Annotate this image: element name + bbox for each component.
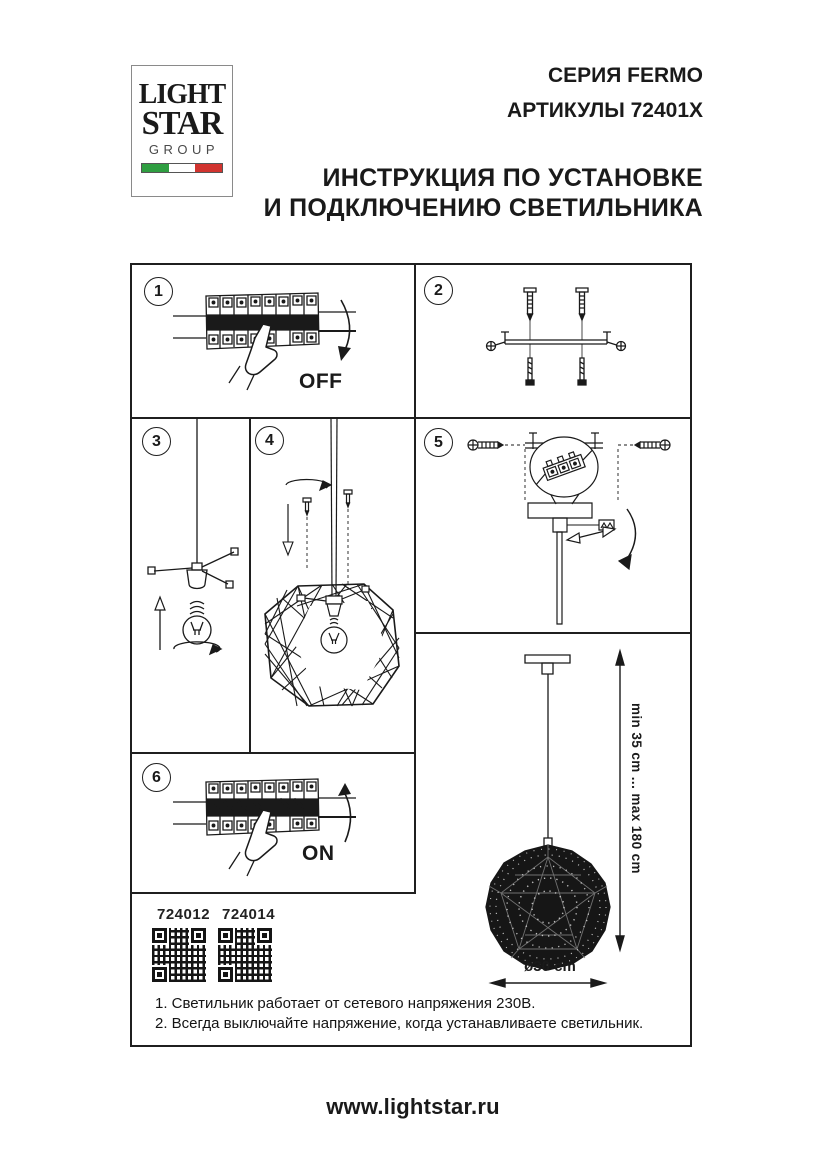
pendant-lamp-drawing (455, 645, 690, 990)
frame-right-border (690, 263, 692, 1047)
step-3-badge: 3 (142, 427, 171, 456)
light-bulb (183, 602, 211, 645)
bulb-holder (148, 548, 238, 589)
note-2: 2. Всегда выключайте напряжение, когда устанавливаете светильник. (155, 1015, 644, 1032)
step-1-badge: 1 (144, 277, 173, 306)
step-5-badge: 5 (424, 428, 453, 457)
cord-line-b (336, 418, 337, 596)
ceiling-plate (525, 655, 570, 663)
frame-top-border (130, 263, 692, 265)
plate-neck (542, 663, 553, 674)
step-2-badge: 2 (424, 276, 453, 305)
side-screw-right (607, 342, 626, 351)
arrow-down-curved (341, 300, 350, 350)
wall-anchor-right (576, 288, 588, 320)
frame-left-border (130, 263, 132, 1047)
articles-title: АРТИКУЛЫ 72401X (507, 99, 703, 122)
side-screw-left (487, 342, 506, 351)
divider-step5-lamp (414, 632, 692, 634)
divider-step34-6 (130, 752, 416, 754)
logo-word-star: STAR (141, 105, 223, 142)
note-1: 1. Светильник работает от сетевого напряжения 230В. (155, 995, 536, 1012)
flag-red (195, 164, 222, 172)
long-screw-left (526, 344, 534, 385)
instruction-title-line1: ИНСТРУКЦИЯ ПО УСТАНОВКЕ (322, 164, 703, 192)
qr-code-724014 (218, 928, 272, 982)
instruction-title (264, 163, 703, 223)
shade-assembly-drawing (252, 418, 412, 750)
divider-step3-4 (249, 417, 251, 753)
screw-right (635, 440, 670, 450)
wall-anchor-left (524, 288, 536, 320)
rod (557, 532, 562, 624)
series-title: СЕРИЯ FERMO (547, 64, 703, 87)
divider-step6-qr (130, 892, 416, 894)
height-range-label: min 35 cm ... max 180 cm (629, 703, 644, 874)
frame-bottom-border (130, 1045, 692, 1047)
pointing-hand-icon (245, 324, 277, 375)
website-url: www.lightstar.ru (326, 1094, 500, 1119)
long-screw-right (578, 344, 586, 385)
bracket-kit-drawing (465, 282, 645, 397)
cord-bulb-drawing (140, 418, 245, 668)
safety-notes (155, 994, 643, 1034)
arrow-up (155, 597, 165, 650)
rotate-arrow-curved (619, 509, 636, 569)
mounting-bar (501, 332, 611, 344)
height-dimension-arrow (616, 651, 624, 950)
diameter-label: ø30 cm (524, 958, 576, 975)
arrow-down (283, 504, 293, 555)
double-arrow (567, 527, 615, 543)
canopy (528, 503, 592, 518)
qr-code-724012 (152, 928, 206, 982)
step-4-badge: 4 (255, 426, 284, 455)
detail-balloon (530, 437, 598, 504)
lightstar-logo (131, 65, 233, 197)
cord-line-a (331, 418, 332, 596)
flag-green (142, 164, 169, 172)
rotate-arrow (286, 479, 331, 490)
logo-word-light: LIGHT (138, 78, 226, 110)
off-label: OFF (299, 370, 343, 393)
article-label-724014: 724014 (222, 906, 276, 923)
logo-word-group: GROUP (148, 142, 220, 157)
divider-columns (414, 263, 416, 893)
canopy-neck (553, 518, 567, 532)
flag-white (169, 164, 196, 172)
faceted-sphere (486, 845, 610, 970)
screw-b (344, 490, 352, 590)
on-label: ON (302, 842, 335, 865)
diameter-dimension-arrow (491, 979, 605, 987)
article-label-724012: 724012 (157, 906, 211, 923)
pointing-hand-icon (245, 810, 277, 861)
step-6-badge: 6 (142, 763, 171, 792)
ceiling-mount-drawing (455, 425, 690, 630)
italian-flag-stripe (141, 163, 223, 173)
screw-left (468, 440, 503, 450)
instruction-title-line2: И ПОДКЛЮЧЕНИЮ СВЕТИЛЬНИКА (263, 194, 703, 222)
breaker-on-drawing (168, 772, 363, 887)
screw-a (303, 498, 311, 568)
